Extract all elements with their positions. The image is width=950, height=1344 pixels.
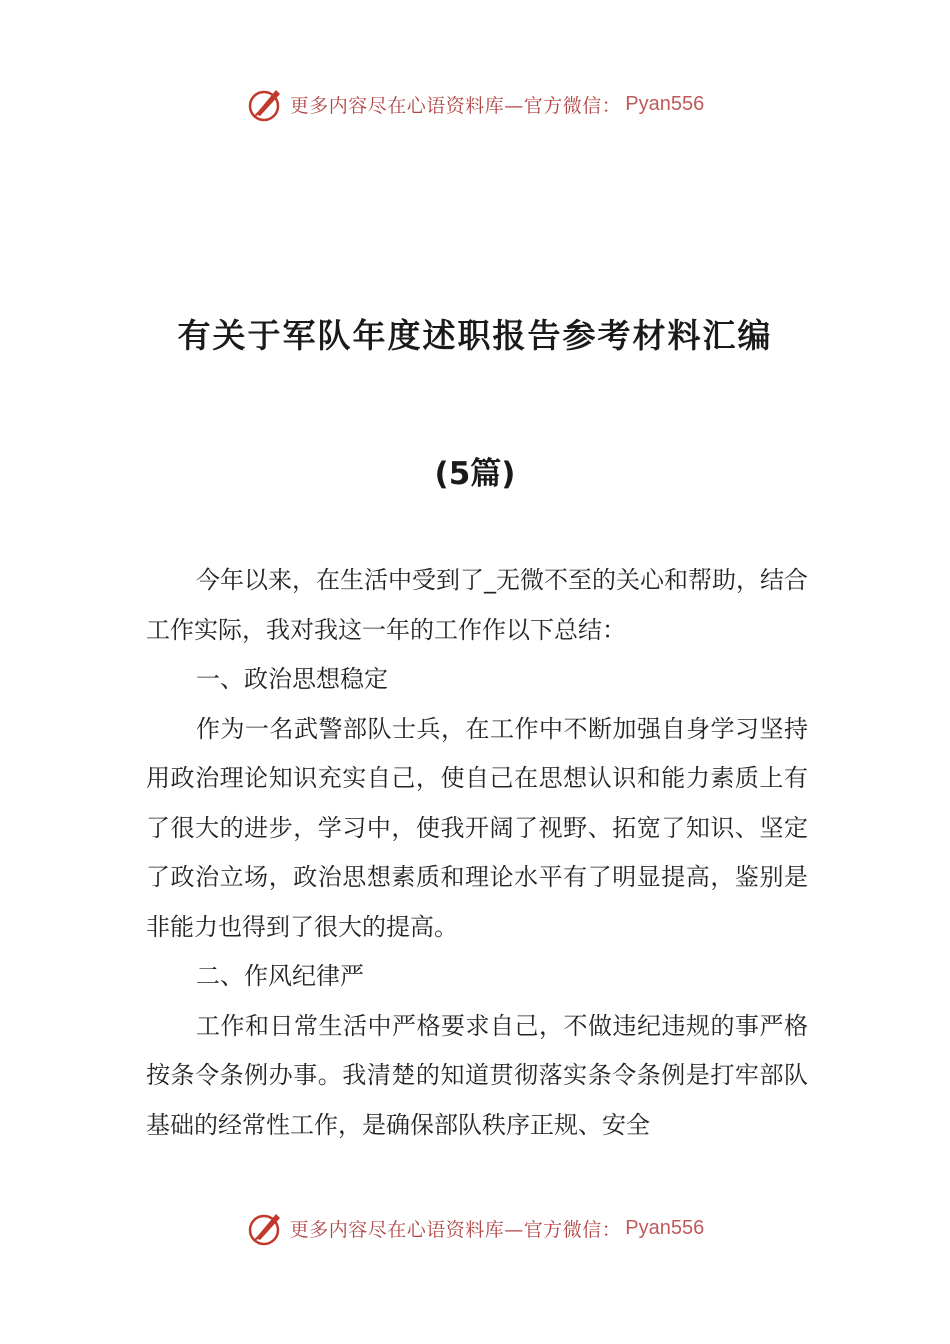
section-heading: 二、作风纪律严 — [196, 962, 364, 990]
document-subtitle: (5篇) — [434, 456, 516, 492]
paragraph: 作为一名武警部队士兵，在工作中不断加强自身学习坚持用政治理论知识充实自己，使自己在思想认识和能力素质上有了很大的进步，学习中，使我开阔了视野、拓宽了知识、坚定了政治立场，政治思想素质和理论水平有了明显提高，鉴别是非能力也得到了很大的提高。 — [146, 714, 808, 941]
header-banner — [0, 82, 950, 126]
paragraph: 今年以来，在生活中受到了_无微不至的关心和帮助，结合工作实际，我对我这一年的工作作以下总结： — [146, 566, 808, 644]
document-body — [146, 556, 808, 1150]
footer-banner — [0, 1206, 950, 1250]
wechat-id: Pyan556 — [625, 92, 705, 115]
section-heading: 一、政治思想稳定 — [196, 665, 388, 693]
paragraph: 工作和日常生活中严格要求自己，不做违纪违规的事严格按条令条例办事。我清楚的知道贯彻落实条令条例是打牢部队基础的经常性工作，是确保部队秩序正规、安全 — [146, 1011, 808, 1139]
banner-text: 更多内容尽在心语资料库—官方微信： — [289, 1218, 622, 1241]
banner-text: 更多内容尽在心语资料库—官方微信： — [289, 94, 622, 117]
quill-logo-icon — [246, 84, 286, 124]
wechat-id: Pyan556 — [625, 1216, 705, 1239]
quill-logo-icon — [246, 1208, 286, 1248]
document-title: 有关于军队年度述职报告参考材料汇编 — [177, 316, 773, 355]
